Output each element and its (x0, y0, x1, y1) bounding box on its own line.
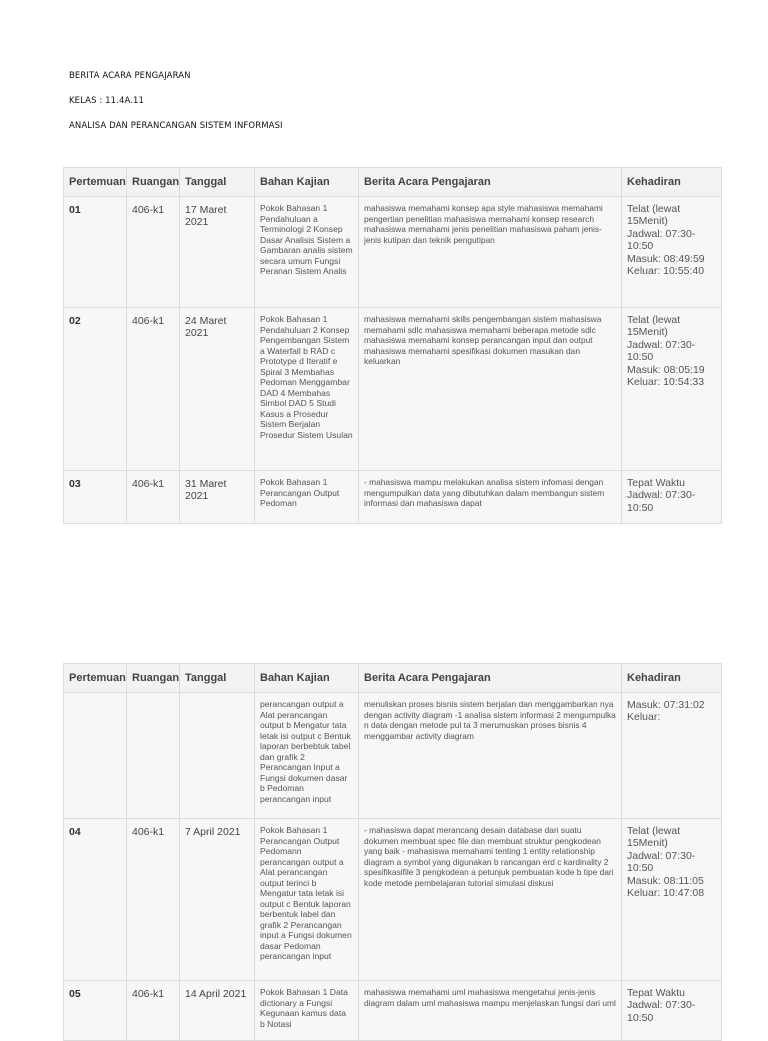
topic-cell: Pokok Bahasan 1 Pendahuluan 2 Konsep Pengembangan Sistem a Waterfall b RAD c Prototype d Iteratif e Spiral 3 Membahas Pedoman Menggambar DAD 4 Membahas Simbol DAD 5 Studi Kasus a Prosedur Sistem Berjalan Prosedur Sistem Usulan (255, 308, 359, 471)
date-cell: 7 April 2021 (180, 819, 255, 981)
header-bahan-kajian: Bahan Kajian (255, 664, 359, 693)
meeting-number: 05 (64, 981, 127, 1041)
class-label: KELAS : 11.4A.11 (69, 96, 145, 106)
header-ruangan: Ruangan (127, 168, 180, 197)
table-header-row (64, 664, 722, 693)
description-cell: mahasiswa memahami konsep apa style mahasiswa memahami pengertian penelitian mahasiswa memahami konsep research mahasiswa memahami jenis penelitian mahasiswa paham jenis-jenis kutipan dan teknik pengutipan (359, 197, 622, 308)
header-tanggal: Tanggal (180, 168, 255, 197)
room-cell (127, 693, 180, 819)
topic-cell: Pokok Bahasan 1 Pendahuluan a Terminologi 2 Konsep Dasar Analisis Sistem a Gambaran analis sistem secara umum Fungsi Peranan Sistem Analis (255, 197, 359, 308)
topic-cell: Pokok Bahasan 1 Perancangan Output Pedomann perancangan output a Alat perancangan output terinci b Mengatur tata letak isi output c Bentuk laporan berbentuk label dan grafik 2 Perancangan input a Fungsi dokumen dasar Pedoman perancangan input (255, 819, 359, 981)
topic-cell: perancangan output a Alat perancangan output b Mengatur tata letak isi output c Bentuk laporan berbebtuk tabel dan grafik 2 Perancangan Input a Fungsi dokumen dasar b Pedoman perancangan input (255, 693, 359, 819)
header-kehadiran: Kehadiran (622, 664, 722, 693)
date-cell: 24 Maret 2021 (180, 308, 255, 471)
meeting-number: 04 (64, 819, 127, 981)
room-cell: 406-k1 (127, 471, 180, 524)
date-cell: 31 Maret 2021 (180, 471, 255, 524)
header-ruangan: Ruangan (127, 664, 180, 693)
document-title: BERITA ACARA PENGAJARAN (69, 71, 191, 81)
attendance-table-1 (63, 167, 722, 524)
header-tanggal: Tanggal (180, 664, 255, 693)
description-cell: mahasiswa memahami skills pengembangan sistem mahasiswa memahami sdlc mahasiswa memahami beberapa metode sdlc mahasiswa memahami konsep perancangan input dan output mahasiswa memahami spesifikasi dokumen masukan dan keluarkan (359, 308, 622, 471)
attendance-cell: Telat (lewat 15Menit) Jadwal: 07:30-10:50 Masuk: 08:49:59 Keluar: 10:55:40 (622, 197, 722, 308)
meeting-number: 03 (64, 471, 127, 524)
table-row (64, 308, 722, 471)
room-cell: 406-k1 (127, 819, 180, 981)
header-pertemuan: Pertemuan (64, 168, 127, 197)
description-cell: mahasiswa memahami uml mahasiswa mengetahui jenis-jenis diagram dalam uml mahasiswa mampu menjelaskan fungsi dari uml (359, 981, 622, 1041)
attendance-cell: Telat (lewat 15Menit) Jadwal: 07:30-10:50 Masuk: 08:05:19 Keluar: 10:54:33 (622, 308, 722, 471)
description-cell: menuliskan proses bisnis sistem berjalan dan menggambarkan nya dengan activity diagram -1 analisa sistem informasi 2 mengumpulka n data dengan metode pul ta 3 merumuskan proses bisnis 4 menggambar activity diagram (359, 693, 622, 819)
meeting-number: 01 (64, 197, 127, 308)
room-cell: 406-k1 (127, 981, 180, 1041)
header-berita-acara: Berita Acara Pengajaran (359, 168, 622, 197)
header-bahan-kajian: Bahan Kajian (255, 168, 359, 197)
header-kehadiran: Kehadiran (622, 168, 722, 197)
header-berita-acara: Berita Acara Pengajaran (359, 664, 622, 693)
topic-cell: Pokok Bahasan 1 Perancangan Output Pedoman (255, 471, 359, 524)
table-row (64, 819, 722, 981)
meeting-number (64, 693, 127, 819)
table-row (64, 981, 722, 1041)
date-cell: 17 Maret 2021 (180, 197, 255, 308)
table-row (64, 693, 722, 819)
description-cell: - mahasiswa dapat merancang desain database dari suatu dokumen membuat spec file dan membuat struktur pengkodean yang baik - mahasiswa memahami tenting 1 entity relationship diagram a symbol yang digunakan b rancangan erd c kardinality 2 spesifikasifile 3 pengkodean a petunjuk pembuatan kode b tipe dari kode metode pembelajaran tutorial simulasi diskusi (359, 819, 622, 981)
attendance-cell: Telat (lewat 15Menit) Jadwal: 07:30-10:50 Masuk: 08:11:05 Keluar: 10:47:08 (622, 819, 722, 981)
attendance-table-2 (63, 663, 722, 1041)
header-pertemuan: Pertemuan (64, 664, 127, 693)
attendance-cell: Tepat Waktu Jadwal: 07:30-10:50 (622, 471, 722, 524)
table-row (64, 197, 722, 308)
meeting-number: 02 (64, 308, 127, 471)
table-header-row (64, 168, 722, 197)
room-cell: 406-k1 (127, 197, 180, 308)
attendance-cell: Tepat Waktu Jadwal: 07:30-10:50 (622, 981, 722, 1041)
table-row (64, 471, 722, 524)
attendance-cell: Masuk: 07:31:02 Keluar: (622, 693, 722, 819)
topic-cell: Pokok Bahasan 1 Data dictionary a Fungsi Kegunaan kamus data b Notasi (255, 981, 359, 1041)
course-title: ANALISA DAN PERANCANGAN SISTEM INFORMASI (69, 121, 283, 131)
date-cell (180, 693, 255, 819)
room-cell: 406-k1 (127, 308, 180, 471)
description-cell: - mahasiswa mampu melakukan analisa sistem infomasi dengan mengumpulkan data yang dibutuhkan dalam membangun sistem informasi dan mahasiswa dapat (359, 471, 622, 524)
date-cell: 14 April 2021 (180, 981, 255, 1041)
